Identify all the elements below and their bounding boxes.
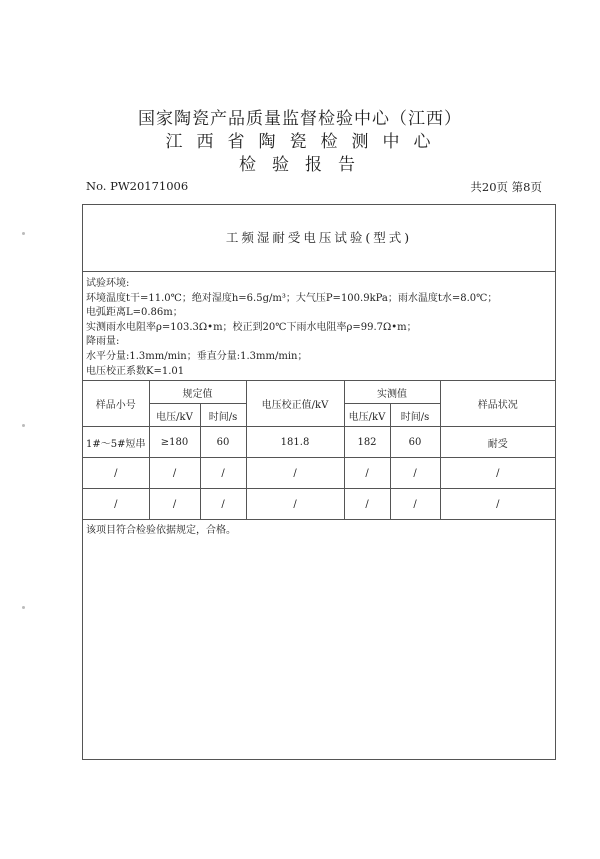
env-line: 实测雨水电阻率ρ=103.3Ω•m；校正到20℃下雨水电阻率ρ=99.7Ω•m； [86,321,417,333]
table-row [83,427,555,458]
table-cell: 182 [344,427,390,458]
table-cell: / [390,489,440,520]
test-environment [86,277,497,379]
table-cell: / [246,458,344,489]
table-cell: / [83,458,149,489]
table-cell: 60 [390,427,440,458]
table-cell: / [440,489,555,520]
table-cell: / [344,458,390,489]
table-cell: ≥180 [149,427,200,458]
table-cell: 1#～5#短串 [83,427,149,458]
center-name: 江西省陶瓷检测中心 [165,132,445,152]
table-cell: / [390,458,440,489]
header-measured: 实测值 [344,381,440,404]
table-cell: / [83,489,149,520]
punch-hole [22,232,25,235]
report-number: No. PW20171006 [86,179,189,193]
table-row [83,458,555,489]
report-title: 检验报告 [239,155,371,175]
table-cell: / [149,489,200,520]
subheader-voltage: 电压/kV [149,404,200,427]
env-line: 降雨量: [86,336,120,348]
subheader-voltage: 电压/kV [344,404,390,427]
page-count: 共20页 第8页 [470,180,542,194]
table-cell: 60 [200,427,246,458]
test-title: 工频湿耐受电压试验(型式) [83,205,555,272]
punch-hole [22,424,25,427]
table-cell: / [200,458,246,489]
header-corrected-voltage: 电压校正值/kV [246,381,344,427]
header-sample-status: 样品状况 [440,381,555,427]
punch-hole [22,606,25,609]
env-heading: 试验环境: [86,278,130,289]
institution-name: 国家陶瓷产品质量监督检验中心（江西） [138,109,462,129]
env-line: 水平分量:1.3mm/min；垂直分量:1.3mm/min； [86,350,308,362]
results-table [83,380,555,520]
subheader-time: 时间/s [390,404,440,427]
subheader-time: 时间/s [200,404,246,427]
table-cell: / [200,489,246,520]
table-cell: 耐受 [440,427,555,458]
table-cell: / [440,458,555,489]
env-line: 环境温度t干=11.0℃；绝对湿度h=6.5g/m³；大气压P=100.9kPa；雨水温度t水=8.0℃； [86,292,498,304]
table-cell: / [344,489,390,520]
env-line: 电弧距离L=0.86m； [86,307,183,319]
table-row [83,489,555,520]
env-line: 电压校正系数K=1.01 [86,365,185,377]
report-frame [82,204,556,760]
table-cell: 181.8 [246,427,344,458]
conclusion: 该项目符合检验依据规定，合格。 [86,525,236,536]
table-cell: / [149,458,200,489]
table-cell: / [246,489,344,520]
header-sample: 样品小号 [83,381,149,427]
header-specified: 规定值 [149,381,246,404]
